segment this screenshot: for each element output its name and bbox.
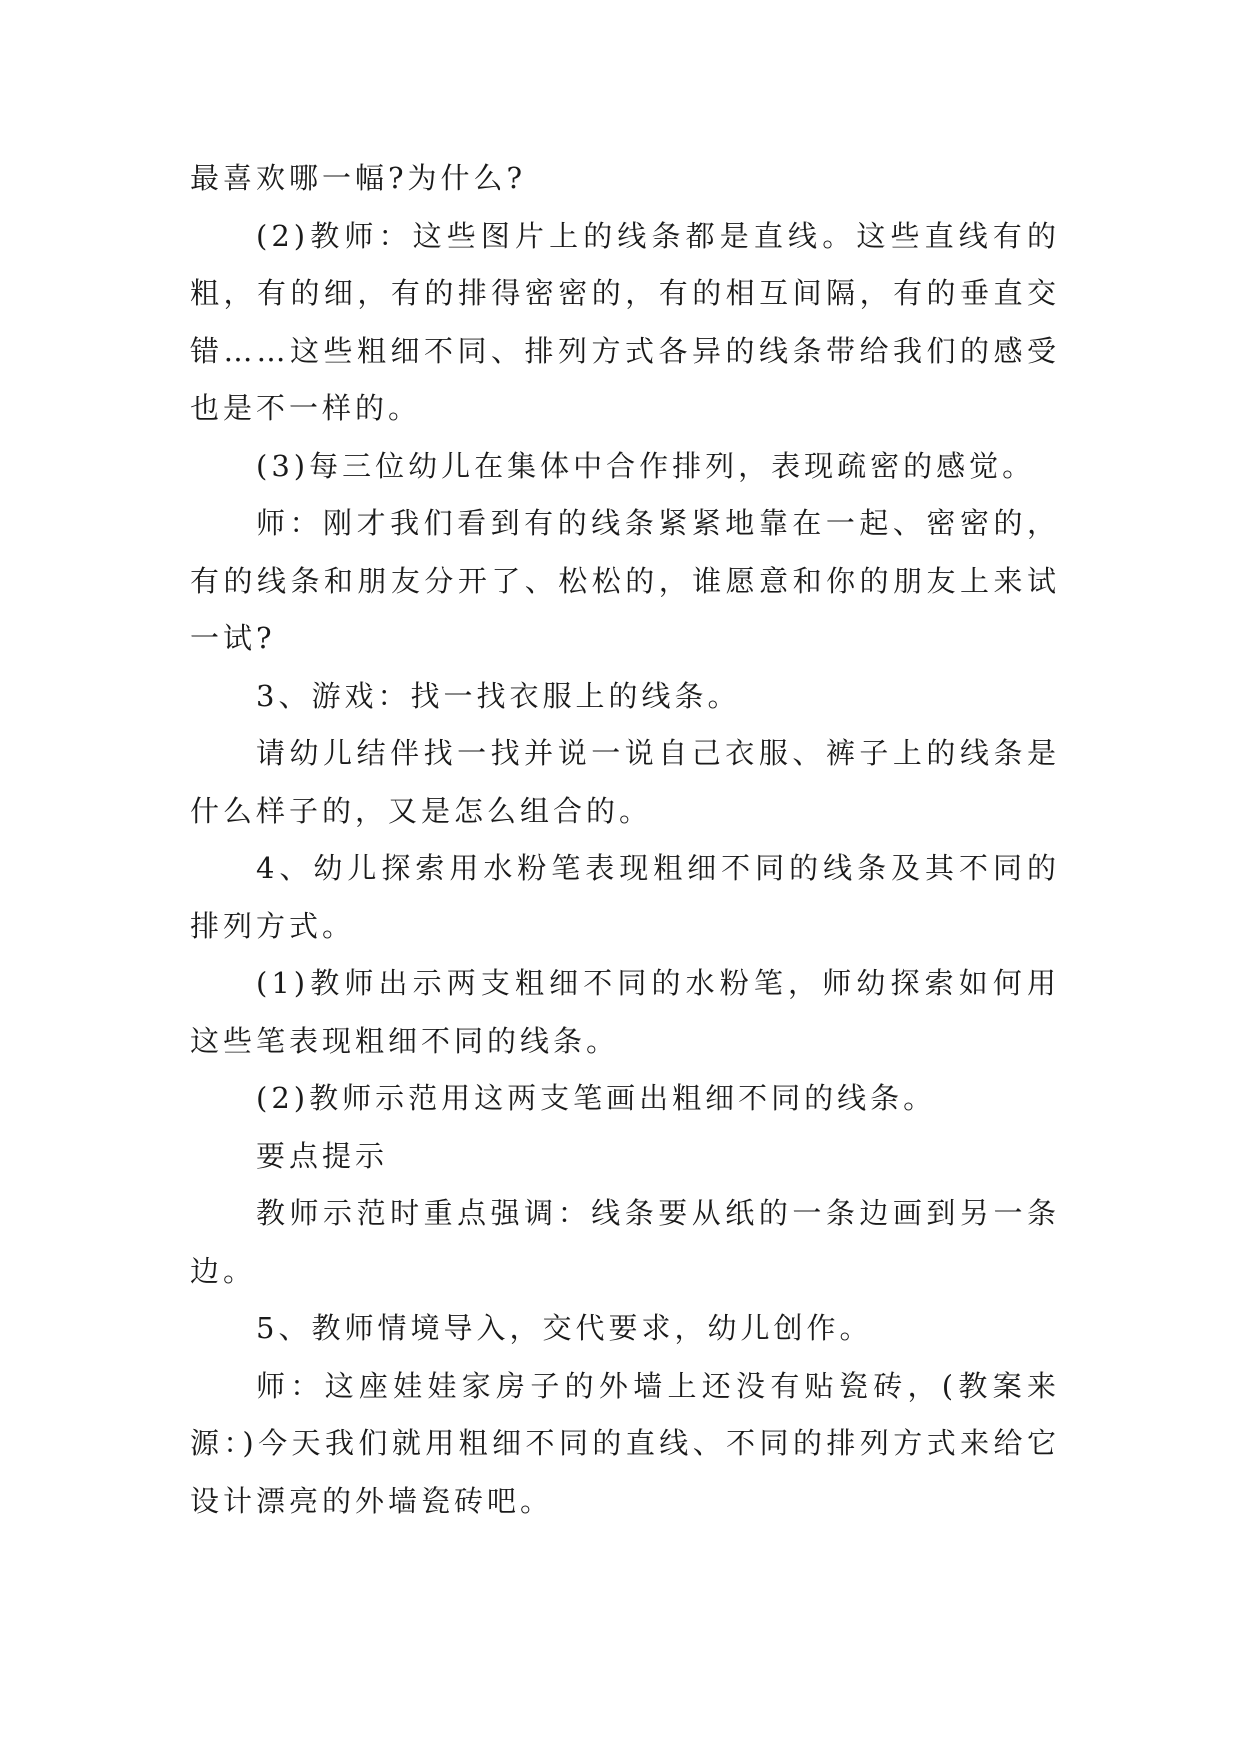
paragraph-step-4-heading: 4、幼儿探索用水粉笔表现粗细不同的线条及其不同的排列方式。	[190, 851, 1060, 943]
document-page	[190, 150, 1060, 1530]
paragraph-step-4-1: (1)教师出示两支粗细不同的水粉笔，师幼探索如何用这些笔表现粗细不同的线条。	[190, 966, 1060, 1058]
paragraph-step-4-2: (2)教师示范用这两支笔画出粗细不同的线条。	[256, 1081, 937, 1115]
paragraph-step-3-body: 请幼儿结伴找一找并说一说自己衣服、裤子上的线条是什么样子的，又是怎么组合的。	[190, 736, 1060, 828]
paragraph-continuation: 最喜欢哪一幅?为什么?	[190, 161, 527, 195]
paragraph-step-5-heading: 5、教师情境导入，交代要求，幼儿创作。	[256, 1311, 873, 1345]
paragraph-key-points-heading: 要点提示	[256, 1138, 389, 1173]
paragraph-step-3-heading: 3、游戏：找一找衣服上的线条。	[256, 678, 741, 713]
paragraph-teacher-question: 师：刚才我们看到有的线条紧紧地靠在一起、密密的，有的线条和朋友分开了、松松的，谁愿意和你的朋友上来试一试?	[190, 506, 1060, 655]
paragraph-group-arrange: (3)每三位幼儿在集体中合作排列，表现疏密的感觉。	[256, 448, 1036, 483]
paragraph-step-5-body: 师：这座娃娃家房子的外墙上还没有贴瓷砖，(教案来源：)今天我们就用粗细不同的直线、不同的排列方式来给它设计漂亮的外墙瓷砖吧。	[190, 1368, 1060, 1518]
paragraph-teacher-lines: (2)教师：这些图片上的线条都是直线。这些直线有的粗，有的细，有的排得密密的，有的相互间隔，有的垂直交错……这些粗细不同、排列方式各异的线条带给我们的感受也是不一样的。	[190, 218, 1060, 425]
paragraph-key-points-body: 教师示范时重点强调：线条要从纸的一条边画到另一条边。	[190, 1196, 1060, 1288]
